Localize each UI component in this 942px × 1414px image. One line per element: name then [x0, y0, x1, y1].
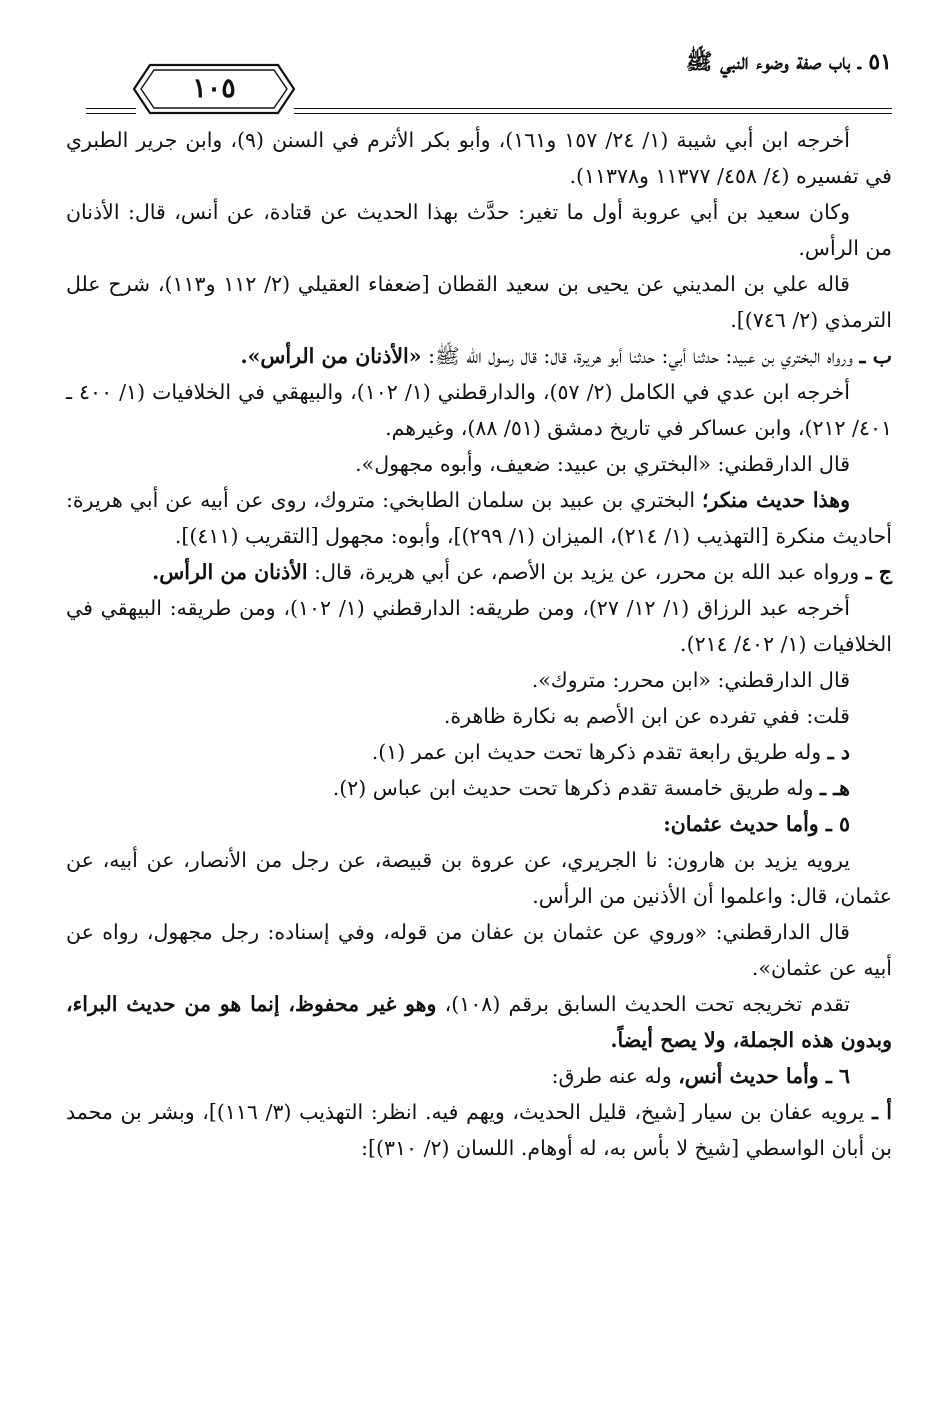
list-marker: ج ـ: [865, 560, 892, 584]
paragraph: [66, 374, 892, 446]
paragraph: [66, 698, 892, 734]
text-segment: البختري بن عبيد بن سلمان الطابخي: متروك، روى عن أبيه عن أبي هريرة: أحاديث منكرة [التهذيب (١/ ٢١٤)، الميزان (١/ ٢٩٩)]، وأبوه: مجهول [التقريب (٤١١)].: [66, 488, 892, 548]
text-segment: أخرجه ابن أبي شيبة (١/ ٢٤/ ١٥٧ و١٦١)، وأبو بكر الأثرم في السنن (٩)، وابن جرير الطبري في تفسيره (٤/ ٤٥٨/ ١١٣٧٧ و١١٣٧٨).: [66, 128, 892, 188]
paragraph: [66, 122, 892, 194]
text-segment: ورواه عبد الله بن محرر، عن يزيد بن الأصم، عن أبي هريرة، قال:: [307, 560, 866, 584]
paragraph: [66, 1094, 892, 1166]
text-segment: قال الدارقطني: «البختري بن عبيد: ضعيف، وأبوه مجهول».: [355, 452, 850, 476]
text-segment: قال الدارقطني: «وروي عن عثمان بن عفان من قوله، وفي إسناده: رجل مجهول، رواه عن أبيه عن عثمان».: [66, 920, 892, 980]
text-segment: ورواه البختري بن عبيد: حدثنا أبي: حدثنا أبو هريرة، قال: قال رسول الله ﷺ:: [421, 344, 860, 368]
paragraph: [66, 194, 892, 266]
text-segment: وله طريق خامسة تقدم ذكرها تحت حديث ابن عباس (٢).: [332, 776, 821, 800]
text-segment: يرويه يزيد بن هارون: نا الجريري، عن عروة بن قبيصة، عن رجل من الأنصار، عن أبيه، عن عثمان، قال: واعلموا أن الأذنين من الرأس.: [66, 848, 892, 908]
page-header: [86, 40, 892, 120]
paragraph: [66, 734, 892, 770]
paragraph: [66, 662, 892, 698]
text-segment: وكان سعيد بن أبي عروبة أول ما تغير: حدَّث بهذا الحديث عن قتادة، عن أنس، قال: الأذنان من الرأس.: [66, 200, 892, 260]
ruling-text: وهو غير محفوظ، إنما هو من حديث البراء، وبدون هذه الجملة، ولا يصح أيضاً.: [66, 992, 892, 1052]
text-segment: يرويه عفان بن سيار [شيخ، قليل الحديث، ويهم فيه. انظر: التهذيب (٣/ ١١٦)]، وبشر بن محمد بن أبان الواسطي [شيخ لا بأس به، له أوهام. اللسان (٢/ ٣١٠)]:: [66, 1100, 892, 1160]
paragraph: [66, 914, 892, 986]
heading-text: ٦ ـ وأما حديث أنس،: [678, 1064, 850, 1088]
list-marker: د ـ: [827, 740, 850, 764]
header-rule: [294, 113, 892, 114]
list-marker: هـ ـ: [820, 776, 850, 800]
paragraph: [66, 446, 892, 482]
paragraph: [66, 266, 892, 338]
ruling-text: وهذا حديث منكر؛: [702, 488, 850, 512]
hadith-quote: «الأذنان من الرأس».: [240, 344, 422, 368]
text-segment: تقدم تخريجه تحت الحديث السابق برقم (١٠٨)،: [436, 992, 850, 1016]
paragraph: [66, 590, 892, 662]
heading-text: ٥ ـ وأما حديث عثمان:: [663, 812, 850, 836]
chapter-title: ٥١ ـ باب صفة وضوء النبي ﷺ: [685, 49, 892, 75]
text-segment: قال الدارقطني: «ابن محرر: متروك».: [531, 668, 850, 692]
text-segment: أخرجه ابن عدي في الكامل (٢/ ٥٧)، والدارقطني (١/ ١٠٢)، والبيهقي في الخلافيات (١/ ٤٠٠ ـ ٤٠١/ ٢١٢)، وابن عساكر في تاريخ دمشق (٥١/ ٨٨)، وغيرهم.: [66, 380, 892, 440]
list-marker: أ ـ: [872, 1100, 892, 1124]
header-rule: [294, 108, 892, 109]
paragraph: [66, 338, 892, 374]
section-heading: [66, 806, 892, 842]
text-segment: قاله علي بن المديني عن يحيى بن سعيد القطان [ضعفاء العقيلي (٢/ ١١٢ و١١٣)، شرح علل الترمذي (٢/ ٧٤٦)].: [66, 272, 892, 332]
hadith-quote: الأذنان من الرأس.: [152, 560, 308, 584]
list-marker: ب ـ: [859, 344, 892, 368]
paragraph: [66, 842, 892, 914]
page-number: ١٠٥: [192, 73, 236, 104]
body-text: [66, 122, 892, 1166]
paragraph: [66, 554, 892, 590]
section-heading: [66, 1058, 892, 1094]
text-segment: قلت: ففي تفرده عن ابن الأصم به نكارة ظاهرة.: [443, 704, 850, 728]
paragraph: [66, 770, 892, 806]
paragraph: [66, 482, 892, 554]
text-segment: وله عنه طرق:: [551, 1064, 679, 1088]
page-number-badge: [128, 58, 300, 120]
text-segment: أخرجه عبد الرزاق (١/ ١٢/ ٢٧)، ومن طريقه: الدارقطني (١/ ١٠٢)، ومن طريقه: البيهقي في الخلافيات (١/ ٤٠٢/ ٢١٤).: [66, 596, 892, 656]
text-segment: وله طريق رابعة تقدم ذكرها تحت حديث ابن عمر (١).: [371, 740, 828, 764]
paragraph: [66, 986, 892, 1058]
